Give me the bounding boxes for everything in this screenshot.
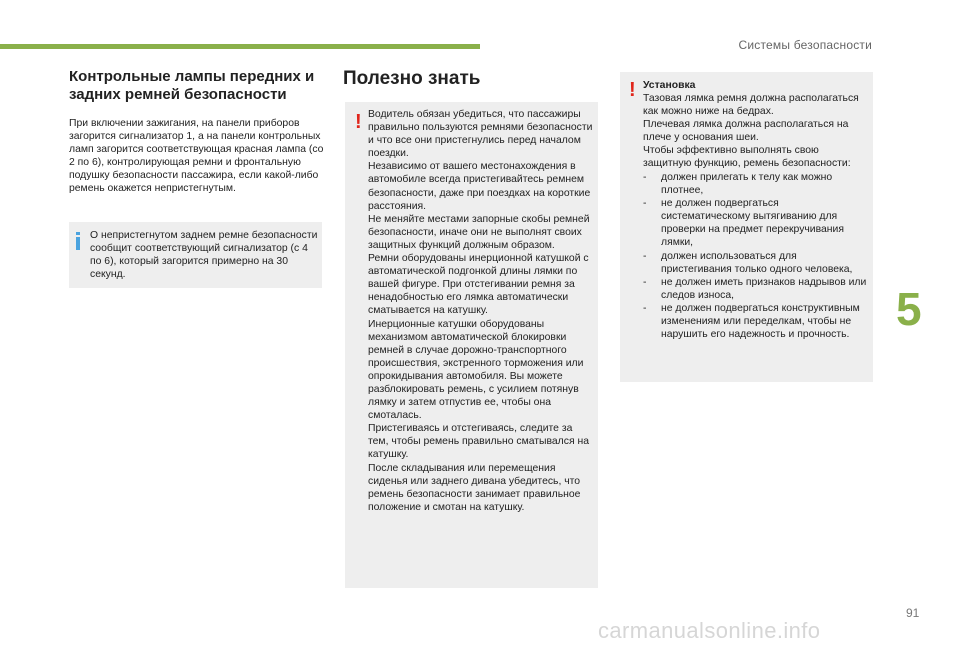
info-note-box xyxy=(69,222,322,288)
info-note-text: О непристегнутом заднем ремне безопасности сообщит соответствующий сигнализатор (с 4 по 6), который загорится примерно на 30 секунд. xyxy=(90,230,318,281)
installation-list xyxy=(643,171,869,341)
list-item: - не должен подвергаться систематическому вытягиванию для проверки на предмет перекручивания лямки, xyxy=(643,198,844,249)
list-item: - должен прилегать к телу как можно плотнее, xyxy=(643,172,833,197)
installation-intro: Тазовая лямка ремня должна располагаться как можно ниже на бедрах. Плечевая лямка должна располагаться на плече у основания шеи. Чтобы эффективно выполнять свою защитную функцию, ремень безопасности: xyxy=(643,93,859,170)
left-section-title: Контрольные лампы передних и задних ремней безопасности xyxy=(69,68,315,103)
list-item: - не должен иметь признаков надрывов или следов износа, xyxy=(643,276,867,301)
list-item: - не должен подвергаться конструктивным изменениям или переделкам, чтобы не нарушить его надежность и прочность. xyxy=(643,302,860,341)
middle-section-title: Полезно знать xyxy=(343,68,481,89)
left-paragraph: При включении зажигания, на панели приборов загорится сигнализатор 1, а на панели контрольных ламп загорится соответствующая красная лампа (со 2 по 6), контролирующая ремни и фронтальную подушку безопасности пассажира, если какой-либо ремень окажется непристегнутым. xyxy=(69,118,324,195)
warning-icon: ! xyxy=(629,79,636,101)
header-accent-bar xyxy=(0,44,480,49)
installation-box xyxy=(620,72,873,382)
installation-title: Установка xyxy=(643,80,696,91)
chapter-number: 5 xyxy=(896,283,922,335)
page-number: 91 xyxy=(906,606,920,620)
watermark: carmanualsonline.info xyxy=(598,618,821,643)
useful-info-text: Водитель обязан убедиться, что пассажиры правильно пользуются ремнями безопасности и что все они пристегнулись перед началом поездки. Независимо от вашего местонахождения в автомобиле всегда пристегивайтесь ремнем безопасности, даже при поездках на короткие расстояния. Не меняйте местами запорные скобы ремней безопасности, иначе они не выполнят своих защитных функций должным образом. Ремни оборудованы инерционной катушкой с автоматической подгонкой длины лямки по вашей фигуре. При отстегивании ремня за ненадобностью его лямка автоматически сматывается на катушку. Инерционные катушки оборудованы механизмом автоматической блокировки ремней в случае дорожно-транспортного происшествия, экстренного торможения или опрокидывания автомобиля. Вы можете разблокировать ремень, с усилием потянув лямку и затем отпустив ее, чтобы она смоталась. Пристегиваясь и отстегиваясь, следите за тем, чтобы ремень правильно сматывался на катушку. После складывания или перемещения сиденья или заднего дивана убедитесь, что ремень безопасности занимает правильное положение и смотан на катушку. xyxy=(368,109,593,513)
section-title: Системы безопасности xyxy=(738,38,872,52)
warning-icon: ! xyxy=(355,111,362,133)
useful-info-box xyxy=(345,102,598,588)
list-item: - должен использоваться для пристегивания только одного человека, xyxy=(643,250,853,275)
info-icon xyxy=(76,232,80,246)
